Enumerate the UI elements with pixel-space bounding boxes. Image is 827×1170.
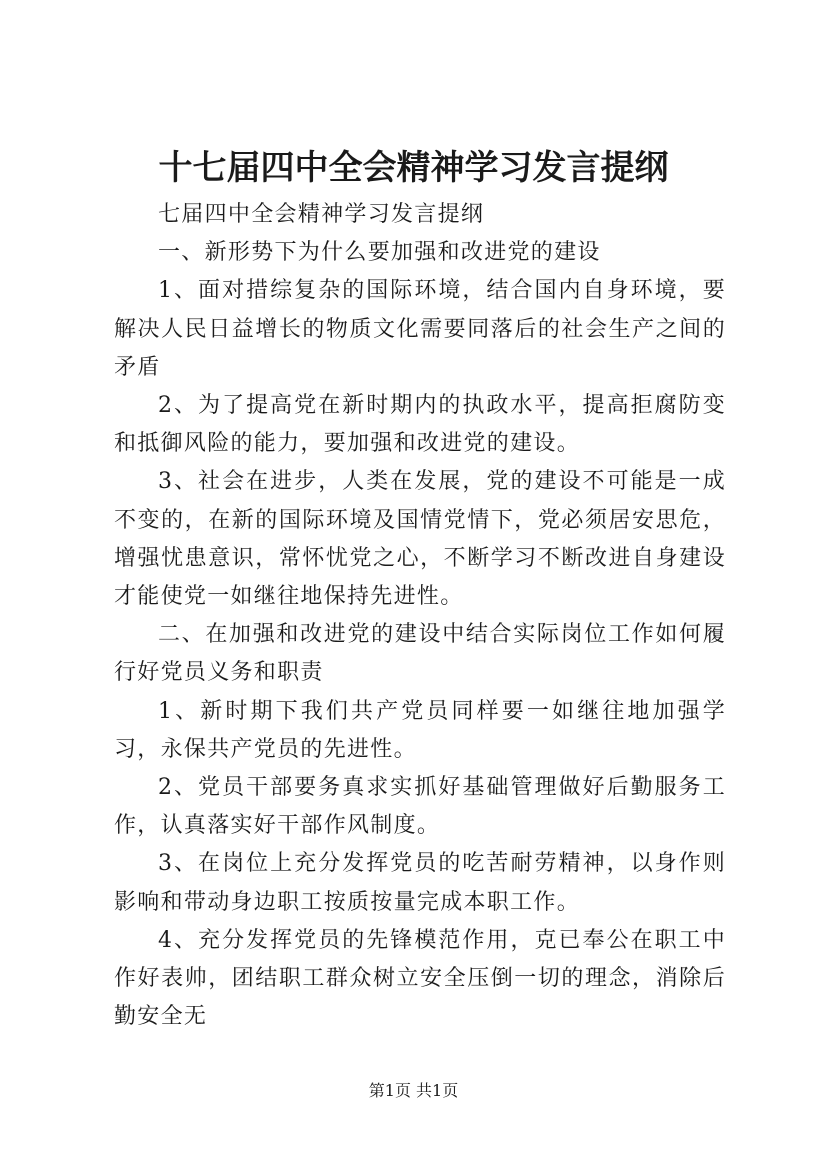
- paragraph-section-2-heading: 二、在加强和改进党的建设中结合实际岗位工作如何履行好党员义务和职责: [114, 622, 726, 686]
- paragraph-section-1-item-1: 1、面对措综复杂的国际环境，结合国内自身环境，要解决人民日益增长的物质文化需要同落后的社会生产之间的矛盾: [114, 278, 726, 380]
- paragraph-section-2-item-3: 3、在岗位上充分发挥党员的吃苦耐劳精神，以身作则影响和带动身边职工按质按量完成本职工作。: [114, 851, 726, 915]
- paragraph-subtitle: 七届四中全会精神学习发言提纲: [158, 202, 485, 227]
- paragraph-section-2-item-2: 2、党员干部要务真求实抓好基础管理做好后勤服务工作，认真落实好干部作风制度。: [114, 775, 726, 839]
- paragraph-section-1-heading: 一、新形势下为什么要加强和改进党的建设: [158, 240, 601, 266]
- paragraph-section-1-item-2: 2、为了提高党在新时期内的执政水平，提高拒腐防变和抵御风险的能力，要加强和改进党的建设。: [114, 393, 726, 457]
- document-body: [114, 196, 726, 1036]
- page-number-footer: 第1页 共1页: [368, 1081, 459, 1100]
- document-title: 十七届四中全会精神学习发言提纲: [158, 148, 669, 188]
- paragraph-section-2-item-4: 4、充分发挥党员的先锋模范作用，克已奉公在职工中作好表帅，团结职工群众树立安全压倒一切的理念，消除后勤安全无: [114, 927, 726, 1030]
- paragraph-section-1-item-3: 3、社会在进步，人类在发展，党的建设不可能是一成不变的，在新的国际环境及国情党情下，党必须居安思危，增强忧患意识，常怀忧党之心，不断学习不断改进自身建设才能使党一如继往地保持先进性。: [114, 469, 726, 610]
- paragraph-section-2-item-1: 1、新时期下我们共产党员同样要一如继往地加强学习，永保共产党员的先进性。: [114, 698, 726, 762]
